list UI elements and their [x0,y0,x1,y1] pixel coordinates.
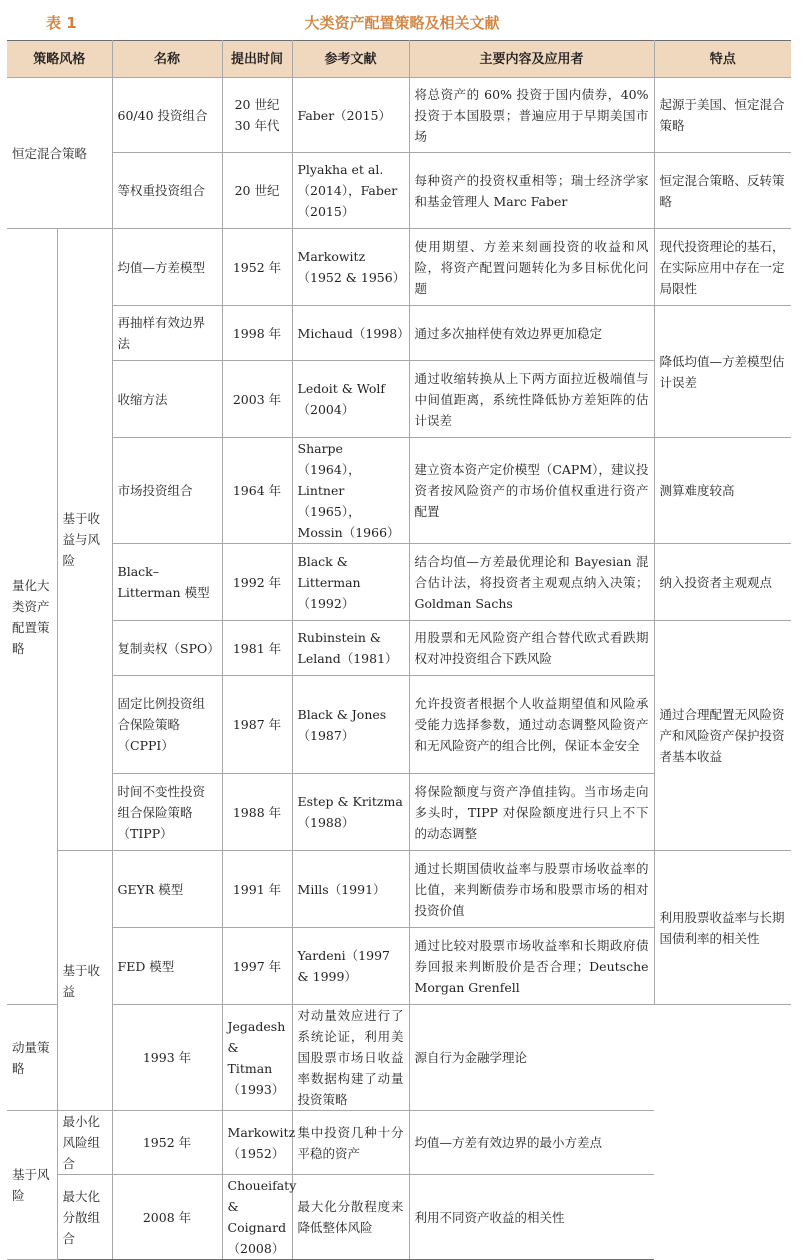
cell-reference: Michaud（1998） [292,306,409,361]
cell-name: GEYR 模型 [112,851,222,928]
cell-year: 1992 年 [222,544,292,621]
table-row [7,78,791,153]
cell-reference: Markowitz（1952） [222,1111,292,1175]
cell-content: 集中投资几种十分平稳的资产 [292,1111,409,1175]
cell-content: 建立资本资产定价模型（CAPM），建议投资者按风险资产的市场价值权重进行资产配置 [409,438,654,544]
cell-year: 1987 年 [222,676,292,774]
table-row [7,1175,791,1260]
cell-content: 允许投资者根据个人收益期望值和风险承受能力选择参数，通过动态调整风险资产和无风险资产的组合比例，保证本金安全 [409,676,654,774]
subgroup-risk: 基于风险 [7,1111,57,1260]
table-row [7,1005,791,1111]
cell-name: 再抽样有效边界法 [112,306,222,361]
cell-feature: 恒定混合策略、反转策略 [654,153,791,229]
cell-feature: 利用股票收益率与长期国债利率的相关性 [654,851,791,1005]
cell-name: 动量策略 [7,1005,57,1111]
cell-reference: Rubinstein & Leland（1981） [292,621,409,676]
cell-year: 1991 年 [222,851,292,928]
cell-reference: Jegadesh & Titman（1993） [222,1005,292,1111]
cell-content: 用股票和无风险资产组合替代欧式看跌期权对冲投资组合下跌风险 [409,621,654,676]
header-content: 主要内容及应用者 [409,41,654,78]
cell-content: 通过多次抽样使有效边界更加稳定 [409,306,654,361]
cell-year: 2003 年 [222,361,292,438]
cell-year: 1988 年 [222,774,292,851]
cell-year: 2008 年 [112,1175,222,1260]
cell-reference: Sharpe（1964），Lintner（1965），Mossin（1966） [292,438,409,544]
cell-year: 1964 年 [222,438,292,544]
header-year: 提出时间 [222,41,292,78]
cell-year: 1998 年 [222,306,292,361]
cell-reference: Mills（1991） [292,851,409,928]
cell-reference: Choueifaty & Coignard（2008） [222,1175,292,1260]
cell-content: 结合均值—方差最优理论和 Bayesian 混合估计法，将投资者主观观点纳入决策；Goldman Sachs [409,544,654,621]
cell-year: 1981 年 [222,621,292,676]
cell-name: 最小化风险组合 [57,1111,112,1175]
cell-name: 均值—方差模型 [112,229,222,306]
cell-reference: Faber（2015） [292,78,409,153]
table-title: 大类资产配置策略及相关文献 [304,14,500,32]
cell-name: 复制卖权（SPO） [112,621,222,676]
table-row [7,851,791,928]
subgroup-return-risk: 基于收益与风险 [57,229,112,851]
header-strategy-style: 策略风格 [7,41,112,78]
cell-reference: Black & Jones（1987） [292,676,409,774]
cell-year: 20 世纪 30 年代 [222,78,292,153]
cell-content: 通过收缩转换从上下两方面拉近极端值与中间值距离，系统性降低协方差矩阵的估计误差 [409,361,654,438]
cell-content: 将保险额度与资产净值挂钩。当市场走向多头时，TIPP 对保险额度进行只上不下的动态调整 [409,774,654,851]
header-row [7,41,791,78]
cell-reference: Markowitz（1952 & 1956） [292,229,409,306]
group-quant: 量化大类资产配置策略 [7,229,57,1005]
subgroup-return: 基于收益 [57,851,112,1111]
cell-feature: 降低均值—方差模型估计误差 [654,306,791,438]
cell-name: 收缩方法 [112,361,222,438]
cell-content: 最大化分散程度来降低整体风险 [292,1175,409,1260]
cell-feature: 现代投资理论的基石，在实际应用中存在一定局限性 [654,229,791,306]
cell-name: FED 模型 [112,928,222,1005]
cell-year: 1993 年 [112,1005,222,1111]
table-row [7,621,791,676]
cell-year: 1997 年 [222,928,292,1005]
cell-content: 每种资产的投资权重相等；瑞士经济学家和基金管理人 Marc Faber [409,153,654,229]
cell-feature: 通过合理配置无风险资产和风险资产保护投资者基本收益 [654,621,791,851]
table-number: 表 1 [46,14,77,32]
cell-name: 等权重投资组合 [112,153,222,229]
table-caption [0,0,804,40]
group-constant-mix: 恒定混合策略 [7,78,112,229]
cell-feature: 纳入投资者主观观点 [654,544,791,621]
cell-reference: Estep & Kritzma（1988） [292,774,409,851]
cell-feature: 起源于美国、恒定混合策略 [654,78,791,153]
cell-name: 时间不变性投资组合保险策略（TIPP） [112,774,222,851]
cell-feature: 源自行为金融学理论 [409,1005,654,1111]
cell-content: 将总资产的 60% 投资于国内债券，40% 投资于本国股票；普遍应用于早期美国市场 [409,78,654,153]
cell-content: 通过长期国债收益率与股票市场收益率的比值，来判断债券市场和股票市场的相对投资价值 [409,851,654,928]
cell-reference: Ledoit & Wolf（2004） [292,361,409,438]
cell-name: 固定比例投资组合保险策略（CPPI） [112,676,222,774]
cell-name: 市场投资组合 [112,438,222,544]
cell-feature: 利用不同资产收益的相关性 [409,1175,654,1260]
cell-year: 20 世纪 [222,153,292,229]
table-row [7,438,791,544]
table-row [7,1111,791,1175]
header-name: 名称 [112,41,222,78]
header-feature: 特点 [654,41,791,78]
strategy-table [7,40,791,1260]
cell-feature: 测算难度较高 [654,438,791,544]
cell-reference: Plyakha et al.（2014），Faber（2015） [292,153,409,229]
cell-reference: Black & Litterman（1992） [292,544,409,621]
cell-feature: 均值—方差有效边界的最小方差点 [409,1111,654,1175]
table-row [7,306,791,361]
header-reference: 参考文献 [292,41,409,78]
table-row [7,544,791,621]
cell-content: 使用期望、方差来刻画投资的收益和风险，将资产配置问题转化为多目标优化问题 [409,229,654,306]
table-row [7,229,791,306]
cell-content: 通过比较对股票市场收益率和长期政府债券回报来判断股价是否合理；Deutsche Morgan Grenfell [409,928,654,1005]
cell-content: 对动量效应进行了系统论证，利用美国股票市场日收益率数据构建了动量投资策略 [292,1005,409,1111]
table-row [7,153,791,229]
cell-reference: Yardeni（1997 & 1999） [292,928,409,1005]
cell-year: 1952 年 [112,1111,222,1175]
cell-name: 最大化分散组合 [57,1175,112,1260]
cell-name: Black–Litterman 模型 [112,544,222,621]
cell-name: 60/40 投资组合 [112,78,222,153]
cell-year: 1952 年 [222,229,292,306]
